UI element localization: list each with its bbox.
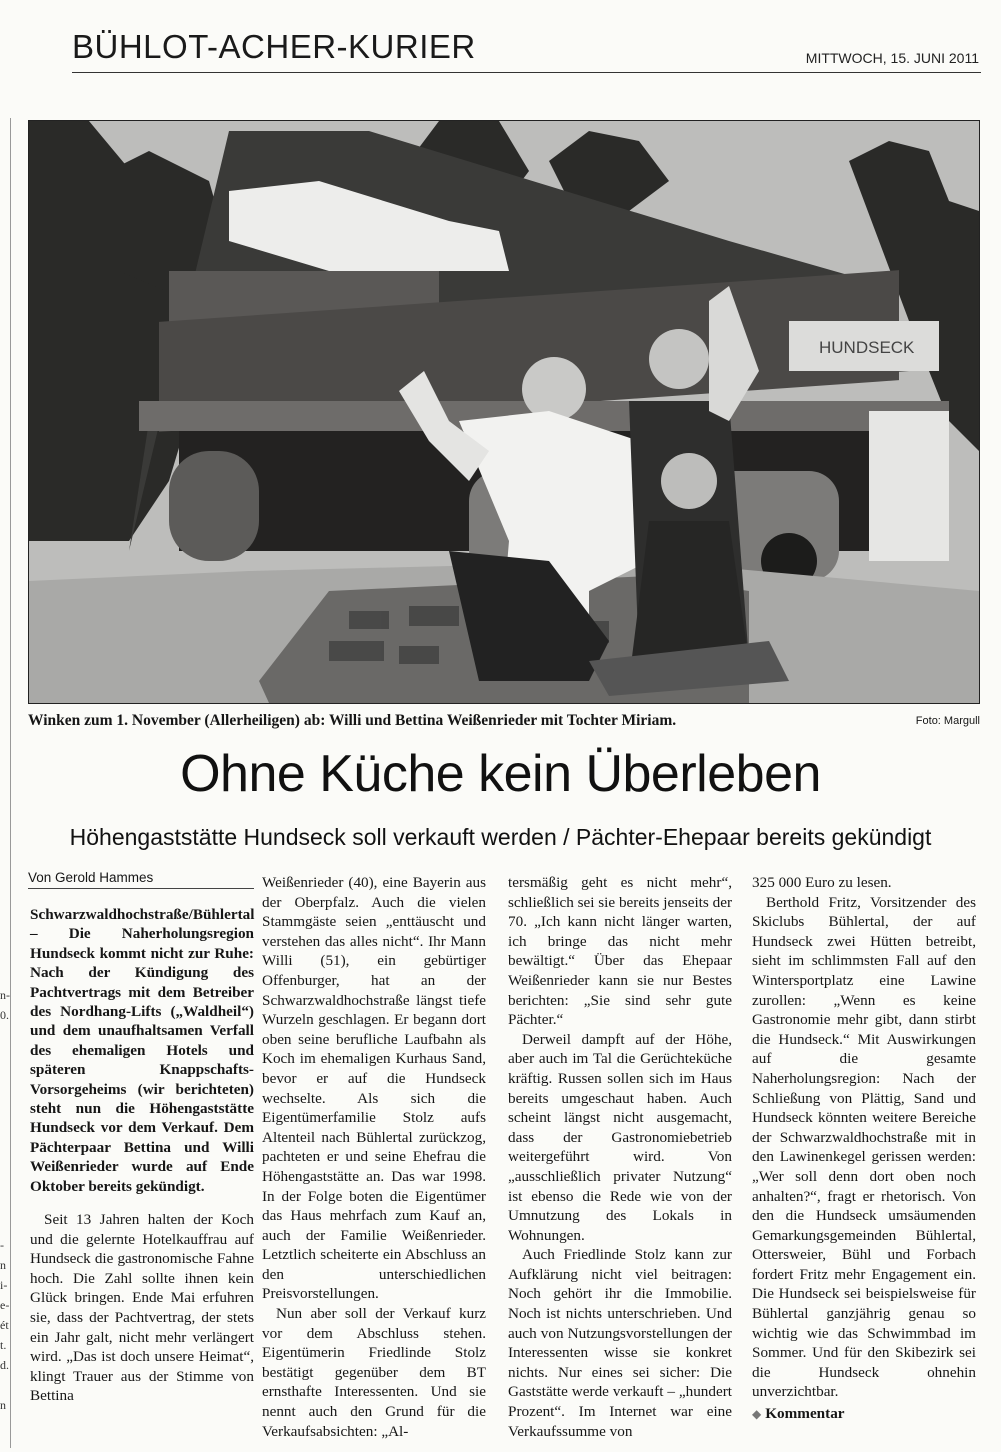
photo-caption: Winken zum 1. November (Allerheiligen) ab: Willi und Bettina Weißenrieder mit Tochter Miriam. (28, 712, 677, 729)
woman-head (649, 329, 709, 389)
edge-fragment: e- (0, 1298, 10, 1312)
body-paragraph: Weißenrieder (40), eine Bayerin aus der Oberpfalz. Auch die vielen Stammgäste seien „enttäuscht und verstehen das alles nicht“. Ihr Mann Willi (51), ein gebürtiger Offenburger, hat an der Schwarzwaldhochstraße längst tiefe Wurzeln geschlagen. Er begann dort oben seine berufliche Laufbahn als Koch im ehemaligen Kurhaus Sand, bevor er auf die Hundseck wechselte. Als sich die Eigentümerfamilie Stolz aufs Altenteil nach Bühlertal zurückzog, pachteten er und seine Ehefrau die Höhengaststätte an. Das war 1998. In der Folge boten die Eigentümer das Haus mehrfach zum Kauf an, auch der Familie Weißenrieder. Letztlich scheiterte ein Abschluss an den unterschiedlichen Preisvorstellungen. (262, 874, 486, 1303)
body-paragraph: Berthold Fritz, Vorsitzender des Skiclubs Bühlertal, der auf Hundseck zwei Hütten betreibt, sieht im schlimmsten Fall auf den Wintersportplatz eine Lawine zurollen: „Wenn es keine Gastronomie mehr gibt, dann stirbt die Hundseck.“ Mit Auswirkungen auf die gesamte Naherholungsregion: Nach der Schließung von Plättig, Sand und Hundseck könnten weitere Bereiche der Schwarzwaldhochstraße mit in den Lawinenkegel gerissen werden: „Wer soll denn dort oben noch anhalten?“, fragt er rhetorisch. Von den die Hundseck umsäumenden Gemarkungsgemeinden Bühlertal, Ottersweier, Bühl und Forbach fordert Fritz mehr Engagement ein. Die Hundseck sei beispielsweise für Bühlertal ganzjährig genau so wichtig wie das Schwimmbad im Sommer. Und für den Skibezirk sei die Hundseck ohnehin unverzichtbar. (752, 893, 976, 1401)
girl-head (661, 453, 717, 509)
sign-text: HUNDSECK (819, 338, 915, 357)
article-column-1 (30, 905, 254, 1406)
body-paragraph: tersmäßig geht es nicht mehr“, schließlich sei sie bereits jenseits der 70. „Ich kann nicht länger warten, ich bringe das nicht mehr bewältigt.“ Über das Ehepaar Weißenrieder kann sie nur Bestes berichten: „Sie sind sehr gute Pächter.“ (508, 874, 732, 1029)
edge-fragment: n (0, 1398, 6, 1412)
masthead (0, 0, 1001, 80)
body-paragraph: Nun aber soll der Verkauf kurz vor dem Abschluss stehen. Eigentümerin Friedlinde Stolz bestätigt gegenüber dem BT ernsthafte Interessenten. Und sie nennt auch den Grund für die Verkaufsabsichten: „Al- (262, 1305, 486, 1440)
edge-fragment: 0. (0, 1008, 9, 1022)
edge-fragment: n (0, 1258, 6, 1272)
kommentar-link[interactable] (752, 1404, 976, 1425)
man-head (522, 357, 586, 421)
subheadline: Höhengaststätte Hundseck soll verkauft werden / Pächter-Ehepaar bereits gekündigt (69, 824, 932, 850)
edge-fragment: n- (0, 988, 10, 1002)
news-photo (28, 120, 980, 704)
diamond-icon: ◆ (752, 1407, 762, 1422)
article-column-3 (508, 873, 732, 1441)
edge-fragment: - (0, 1238, 4, 1252)
edge-fragment: i- (0, 1278, 8, 1292)
kommentar-label: Kommentar (765, 1405, 845, 1423)
lead-paragraph: Schwarzwaldhochstraße/Bühlertal – Die Naherholungsregion Hundseck kommt nicht zur Ruhe: Nach der Kündigung des Pachtvertrags mit dem Betreiber des Nordhang-Lifts („Waldheil“) und dem unaufhaltsamen Verfall des ehemaligen Hotels und späteren Knappschafts-Vorsorgeheims (wir berichteten) steht nun die Höhengaststätte Hundseck vor dem Verkauf. Dem Pächterpaar Bettina und Willi Weißenrieder wurde auf Ende Oktober bereits gekündigt. (30, 906, 255, 1195)
body-paragraph: Auch Friedlinde Stolz kann zur Aufklärung nicht viel beitragen: Noch gehört ihr die Immobilie. Noch ist nichts unterschrieben. Und auch von Nutzungsvorstellungen der Interessenten wisse sie konkret nichts. Nur eines sei sicher: Die Gaststätte werde verkauft – „hundert Prozent“. Im Internet war eine Verkaufssumme von (508, 1246, 732, 1440)
body-paragraph: 325 000 Euro zu lesen. (752, 874, 892, 891)
hedge (169, 451, 259, 561)
body-paragraph: Seit 13 Jahren halten der Koch und die gelernte Hotelkauffrau auf Hundseck die gastronomische Fahne hoch. Die Zahl sollte ihnen kein Glück bringen. Ende Mai erfuhren sie, dass der Pachtvertrag, der stets ein Jahr galt, nicht mehr verlängert wird. „Das ist doch unsere Heimat“, klingt Trauer aus der Stimme von Bettina (30, 1211, 254, 1405)
article-column-2 (262, 873, 486, 1441)
body-paragraph: Derweil dampft auf der Höhe, aber auch im Tal die Gerüchteküche kräftig. Russen sollen sich im Haus bereits umgeschaut haben. Auch scheint längst nicht ausgemacht, dass der Gastronomiebetrieb weitergeführt wird. Von „ausschließlich privater Nutzung“ ist ebenso die Rede wie von der Umnutzung des Lokals in Wohnungen. (508, 1030, 732, 1244)
edge-fragment: d. (0, 1358, 9, 1372)
side-wall (869, 411, 949, 561)
byline: Von Gerold Hammes (28, 870, 254, 889)
article-column-4 (752, 873, 976, 1425)
issue-date: MITTWOCH, 15. JUNI 2011 (805, 50, 979, 66)
photo-credit: Foto: Margull (915, 715, 980, 727)
newspaper-name: BÜHLOT-ACHER-KURIER (72, 28, 476, 65)
masthead-rule (72, 72, 981, 73)
edge-fragment: ét (0, 1318, 9, 1332)
headline: Ohne Küche kein Überleben (180, 745, 821, 803)
edge-fragment: t. (0, 1338, 7, 1352)
photo-caption-row (28, 712, 980, 734)
photo-illustration (29, 121, 979, 703)
